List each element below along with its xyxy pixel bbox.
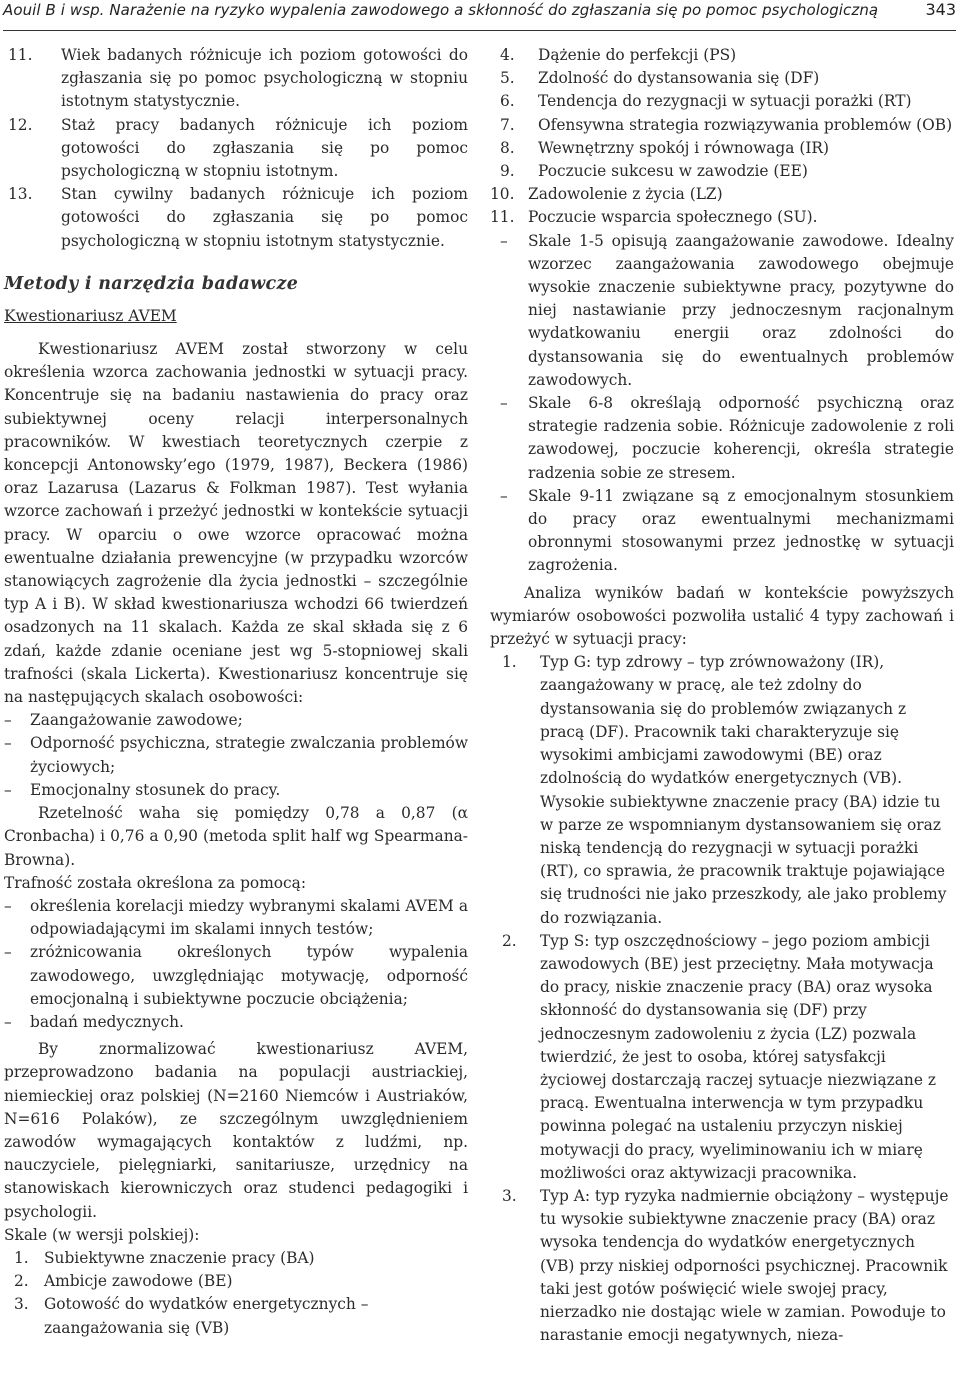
scale-item — [490, 183, 954, 206]
type-text: Typ S: typ oszczędnościowy – jego poziom ambicji zawodowych (BE) jest przeciętny. Mała motywacja do pracy, niskie znaczenie pracy (BA) oraz wysoka skłonność do dystansowania się (DF) przy jednoczesnym zadowoleniu z życia (LZ) pozwala twierdzić, że jest to osoba, której satysfakcji życiowej dostarczają raczej sytuacje niezwiązane z pracą. Ewentualna interwencja w tym przypadku powinna polegać na ustaleniu przyczyn niskiej motywacji do pracy, wyeliminowaniu ich w miarę możliwości oraz aktywizacji pracownika. — [540, 931, 936, 1182]
scale-group-text: Skale 6-8 określają odporność psychiczną oraz strategie radzenia sobie. Różnicuje zadowolenie z roli zawodowej, poczucie koherencji, określa strategie radzenia sobie ze stresem. — [528, 394, 954, 482]
dash-bullet: – — [4, 943, 12, 962]
running-header — [3, 0, 956, 31]
scale-text: Poczucie sukcesu w zawodzie (EE) — [538, 162, 808, 181]
dash-bullet: – — [500, 486, 508, 505]
scale-number: 11. — [490, 208, 515, 227]
scale-number: 2. — [14, 1272, 29, 1291]
subsection-heading: Kwestionariusz AVEM — [4, 306, 177, 325]
hypothesis-number: 12. — [8, 115, 33, 134]
list-item — [4, 1011, 468, 1034]
hypothesis-item — [4, 44, 468, 114]
hypothesis-item — [4, 114, 468, 184]
dash-bullet: – — [4, 896, 12, 915]
analysis-paragraph: Analiza wyników badań w kontekście powyższych wymiarów osobowości pozwoliła ustalić 4 typy zachowań i przeżyć w sytuacji pracy: — [490, 583, 954, 649]
list-item — [4, 779, 468, 802]
dash-bullet: – — [500, 231, 508, 250]
dash-bullet: – — [4, 711, 12, 730]
running-title: Aouil B i wsp. Narażenie na ryzyko wypalenia zawodowego a skłonność do zgłaszania się po pomoc psychologiczną — [3, 1, 879, 19]
list-item — [4, 732, 468, 778]
scale-text: Zadowolenie z życia (LZ) — [528, 185, 723, 204]
page-number: 343 — [925, 0, 956, 19]
type-item — [490, 651, 954, 929]
list-item-text: badań medycznych. — [30, 1012, 184, 1031]
type-number: 1. — [502, 653, 517, 672]
hypothesis-number: 13. — [8, 185, 33, 204]
scale-text: Dążenie do perfekcji (PS) — [538, 46, 737, 64]
scale-item — [490, 44, 954, 67]
type-item — [490, 930, 954, 1185]
normalization-paragraph: By znormalizować kwestionariusz AVEM, przeprowadzono badania na populacji austriackiej, niemieckiej oraz polskiej (N=2160 Niemców i Austriaków, N=616 Polaków), ze szczególnym uwzględnieniem zawodów wymagających kontaktów z ludźmi, np. nauczyciele, pielęgniarki, sanitariusze, urzędnicy na stanowiskach kierowniczych oraz studenci pedagogiki i psychologii. — [4, 1040, 468, 1221]
list-item-text: Emocjonalny stosunek do pracy. — [30, 780, 281, 799]
scale-text: Ofensywna strategia rozwiązywania problemów (OB) — [538, 115, 953, 134]
scales-intro: Skale (w wersji polskiej): — [4, 1225, 200, 1244]
type-text: Typ G: typ zdrowy – typ zrównoważony (IR), zaangażowany w pracę, ale też zdolny do dystansowania się do problemów związanych z pracą (DF). Pracownik taki charakteryzuje się wysokimi ambicjami zawodowymi (BE) oraz zdolnością do wydatków energetycznych (VB). Wysokie subiektywne znaczenie pracy (BA) idzie tu w parze ze wspomnianym dystansowaniem się oraz niską tendencją do rezygnacji w sytuacji porażki (RT), co sprawia, że pracownik traktuje pojawiające się trudności nie jako przeszkody, ale jako problemy do rozwiązania. — [540, 653, 947, 927]
scale-text: Tendencja do rezygnacji w sytuacji porażki (RT) — [538, 92, 912, 111]
reliability-paragraph: Rzetelność waha się pomiędzy 0,78 a 0,87 (α Cronbacha) i 0,76 a 0,90 (metoda split half wg Spearmana-Browna). — [4, 804, 468, 869]
scale-number: 10. — [490, 185, 515, 204]
dash-bullet: – — [4, 1012, 12, 1031]
left-column — [4, 44, 468, 1340]
scale-text: Zdolność do dystansowania się (DF) — [538, 69, 820, 88]
scale-item — [4, 1247, 468, 1270]
scale-item — [490, 67, 954, 90]
scale-group-item — [490, 392, 954, 485]
scale-number: 4. — [500, 46, 515, 64]
scale-text: Poczucie wsparcia społecznego (SU). — [528, 208, 818, 227]
section-heading: Metody i narzędzia badawcze — [4, 273, 299, 294]
list-item — [4, 941, 468, 1011]
hypothesis-item — [4, 183, 468, 253]
list-item — [4, 709, 468, 732]
avem-description: Kwestionariusz AVEM został stworzony w celu określenia wzorca zachowania jednostki w sytuacji pracy. Koncentruje się na badaniu nastawienia do pracy oraz subiektywnej oceny relacji interpersonalnych pracowników. W kwestiach teoretycznych czerpie z koncepcji Antonowsky’ego (1979, 1987), Beckera (1986) oraz Lazarusa (Lazarus & Folkman 1987). Test wyłania wzorce zachowań i przeżyć jednostki w kontekście sytuacji pracy. W oparciu o owe wzorce opracować można ewentualne działania prewencyjne (w przypadku wzorców stanowiących zagrożenie dla życia jednostki – szczególnie typ A i B). W skład kwestionariusza wchodzi 66 twierdzeń osadzonych na 11 skalach. Każda ze skal składa się z 6 zdań, każde zdanie oceniane jest wg 5-stopniowej skali trafności (skala Lickerta). Kwestionariusz koncentruje się na następujących skalach osobowości: — [4, 340, 468, 707]
scale-number: 1. — [14, 1248, 29, 1267]
list-item — [4, 895, 468, 941]
dash-bullet: – — [4, 734, 12, 753]
dash-bullet: – — [4, 780, 12, 799]
validity-intro: Trafność została określona za pomocą: — [4, 873, 307, 892]
scale-text: Gotowość do wydatków energetycznych – zaangażowania się (VB) — [44, 1295, 369, 1337]
type-item — [490, 1185, 954, 1347]
hypothesis-number: 11. — [8, 46, 33, 64]
scale-item — [490, 90, 954, 113]
list-item-text: Zaangażowanie zawodowe; — [30, 711, 243, 730]
type-number: 2. — [502, 931, 517, 950]
type-text: Typ A: typ ryzyka nadmiernie obciążony – występuje tu wysokie subiektywne znaczenie pracy (BA) oraz wysoka tendencja do wydatków energetycznych (VB) przy niskiej odporności psychicznej. Pracownik taki jest gotów poświęcić wiele swojej pracy, nierzadko nie dostając wiele w zamian. Powoduje to narastanie emocji negatywnych, nieza- — [540, 1186, 949, 1345]
right-column — [490, 44, 954, 1347]
scale-item — [4, 1270, 468, 1293]
scale-group-item — [490, 485, 954, 578]
hypothesis-text: Staż pracy badanych różnicuje ich poziom gotowości do zgłaszania się po pomoc psychologiczną w stopniu istotnym. — [61, 115, 468, 181]
scale-text: Subiektywne znaczenie pracy (BA) — [44, 1248, 315, 1267]
type-number: 3. — [502, 1186, 517, 1205]
scale-item — [4, 1293, 468, 1339]
scale-text: Ambicje zawodowe (BE) — [44, 1272, 233, 1291]
list-item-text: określenia korelacji miedzy wybranymi skalami AVEM a odpowiadającymi im skalami innych testów; — [30, 896, 468, 939]
hypothesis-text: Stan cywilny badanych różnicuje ich poziom gotowości do zgłaszania się po pomoc psychologiczną w stopniu istotnym statystycznie. — [61, 185, 468, 250]
scale-number: 3. — [14, 1295, 29, 1314]
scale-group-text: Skale 9-11 związane są z emocjonalnym stosunkiem do pracy oraz ewentualnymi mechanizmami obronnymi stosowanymi przez jednostkę w sytuacji zagrożenia. — [528, 486, 954, 575]
scale-group-text: Skale 1-5 opisują zaangażowanie zawodowe. Idealny wzorzec zaangażowania zawodowego obejmuje wysokie znaczenie subiektywne pracy, pozytywne do niej nastawianie przy jednoczesnym racjonalnym wydatkowaniu energii oraz zdolności do dystansowania się do ewentualnych problemów zawodowych. — [528, 231, 954, 389]
scale-number: 6. — [500, 92, 515, 111]
scale-number: 8. — [500, 138, 515, 157]
scale-number: 5. — [500, 69, 515, 88]
scale-item — [490, 114, 954, 137]
list-item-text: zróżnicowania określonych typów wypalenia zawodowego, uwzględniając motywację, odporność emocjonalną i subiektywne poczucie obciążenia; — [30, 943, 468, 1008]
list-item-text: Odporność psychiczna, strategie zwalczania problemów życiowych; — [30, 734, 468, 776]
scale-item — [490, 206, 954, 229]
scale-number: 7. — [500, 115, 515, 134]
scale-number: 9. — [500, 162, 515, 181]
scale-text: Wewnętrzny spokój i równowaga (IR) — [538, 138, 830, 157]
scale-group-item — [490, 230, 954, 392]
dash-bullet: – — [500, 394, 508, 413]
scale-item — [490, 137, 954, 160]
hypothesis-text: Wiek badanych różnicuje ich poziom gotowości do zgłaszania się po pomoc psychologiczną w stopniu istotnym statystycznie. — [61, 46, 468, 111]
scale-item — [490, 160, 954, 183]
